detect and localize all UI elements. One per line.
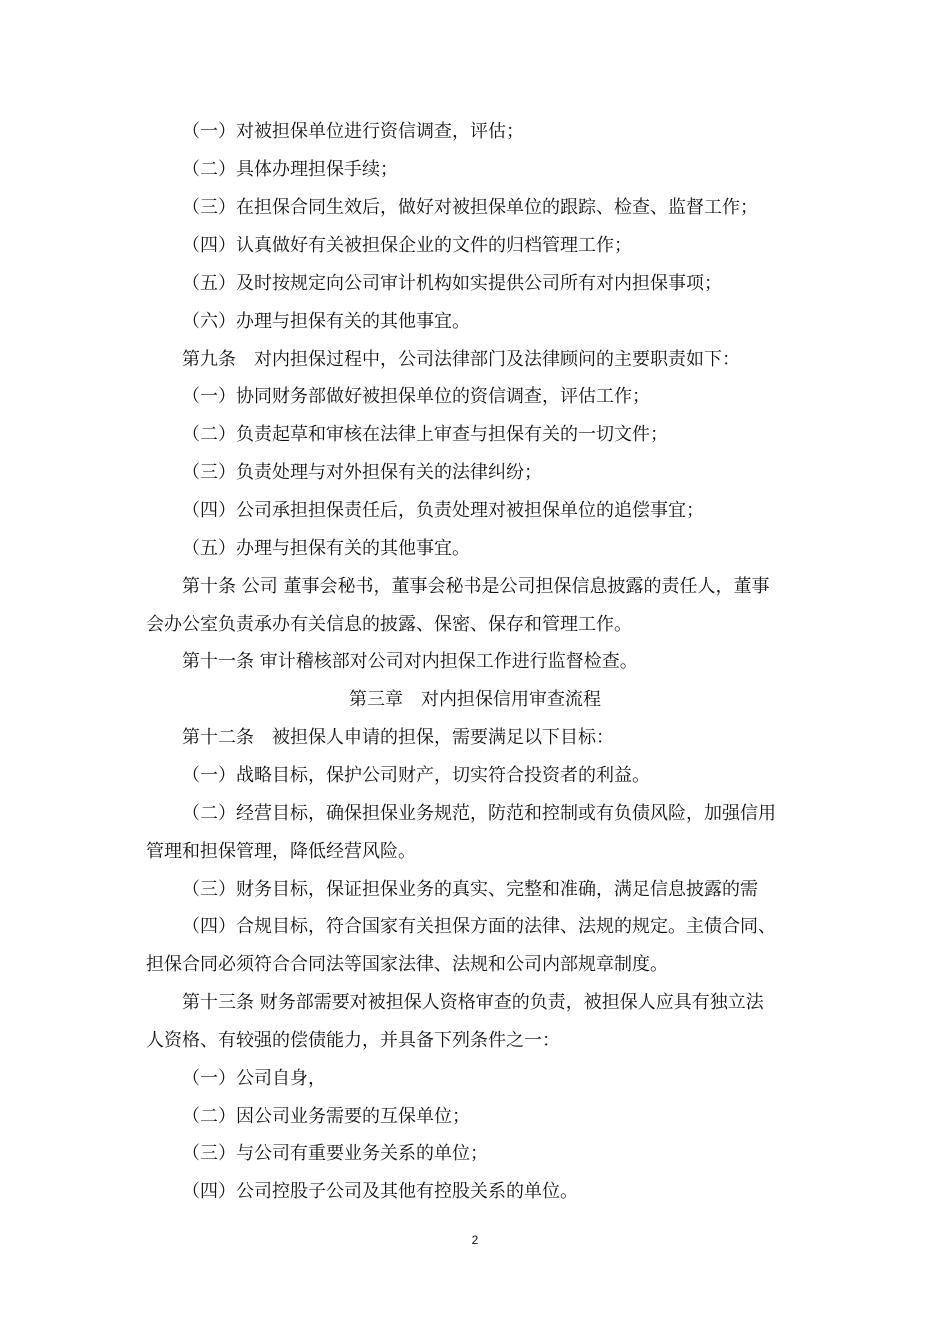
- text-line: （二）负责起草和审核在法律上审查与担保有关的一切文件；: [182, 424, 668, 445]
- article-heading: 第十条 公司 董事会秘书，董事会秘书是公司担保信息披露的责任人，董事: [182, 576, 770, 597]
- text-line: （三）财务目标，保证担保业务的真实、完整和准确，满足信息披露的需: [182, 879, 758, 900]
- text-line: （五）及时按规定向公司审计机构如实提供公司所有对内担保事项；: [182, 273, 722, 294]
- text-line: （二）因公司业务需要的互保单位；: [182, 1106, 470, 1127]
- text-line: （一）对被担保单位进行资信调查，评估；: [182, 121, 524, 142]
- text-line: （三）负责处理与对外担保有关的法律纠纷；: [182, 462, 542, 483]
- text-line: （三）在担保合同生效后，做好对被担保单位的跟踪、检查、监督工作；: [182, 197, 758, 218]
- article-heading: 第十三条 财务部需要对被担保人资格审查的负责，被担保人应具有独立法: [182, 992, 764, 1013]
- text-line: （四）合规目标，符合国家有关担保方面的法律、法规的规定。主债合同、: [182, 916, 776, 937]
- article-heading: 第九条 对内担保过程中，公司法律部门及法律顾问的主要职责如下：: [182, 349, 740, 370]
- chapter-title: 第三章 对内担保信用审查流程: [349, 689, 601, 710]
- text-line: （三）与公司有重要业务关系的单位；: [182, 1143, 488, 1164]
- text-line: （四）认真做好有关被担保企业的文件的归档管理工作；: [182, 235, 632, 256]
- article-heading: 第十二条 被担保人申请的担保，需要满足以下目标：: [182, 727, 614, 748]
- text-line: （四）公司承担担保责任后，负责处理对被担保单位的追偿事宜；: [182, 500, 704, 521]
- text-line: （四）公司控股子公司及其他有控股关系的单位。: [182, 1181, 578, 1202]
- text-line: （六）办理与担保有关的其他事宜。: [182, 311, 470, 332]
- text-line: 担保合同必须符合合同法等国家法律、法规和公司内部规章制度。: [146, 954, 668, 975]
- article-heading: 第十一条 审计稽核部对公司对内担保工作进行监督检查。: [182, 651, 638, 672]
- page-number: 2: [471, 1233, 479, 1247]
- text-line: （二）具体办理担保手续；: [182, 159, 398, 180]
- text-line: （二）经营目标，确保担保业务规范，防范和控制或有负债风险，加强信用: [182, 803, 776, 824]
- text-line: （一）战略目标，保护公司财产，切实符合投资者的利益。: [182, 765, 650, 786]
- text-line: 管理和担保管理，降低经营风险。: [146, 841, 416, 862]
- text-line: （一）公司自身，: [182, 1068, 326, 1089]
- text-line: 人资格、有较强的偿债能力，并具备下列条件之一：: [146, 1030, 560, 1051]
- text-line: 会办公室负责承办有关信息的披露、保密、保存和管理工作。: [146, 614, 632, 635]
- text-line: （五）办理与担保有关的其他事宜。: [182, 538, 470, 559]
- text-line: （一）协同财务部做好被担保单位的资信调查，评估工作；: [182, 386, 650, 407]
